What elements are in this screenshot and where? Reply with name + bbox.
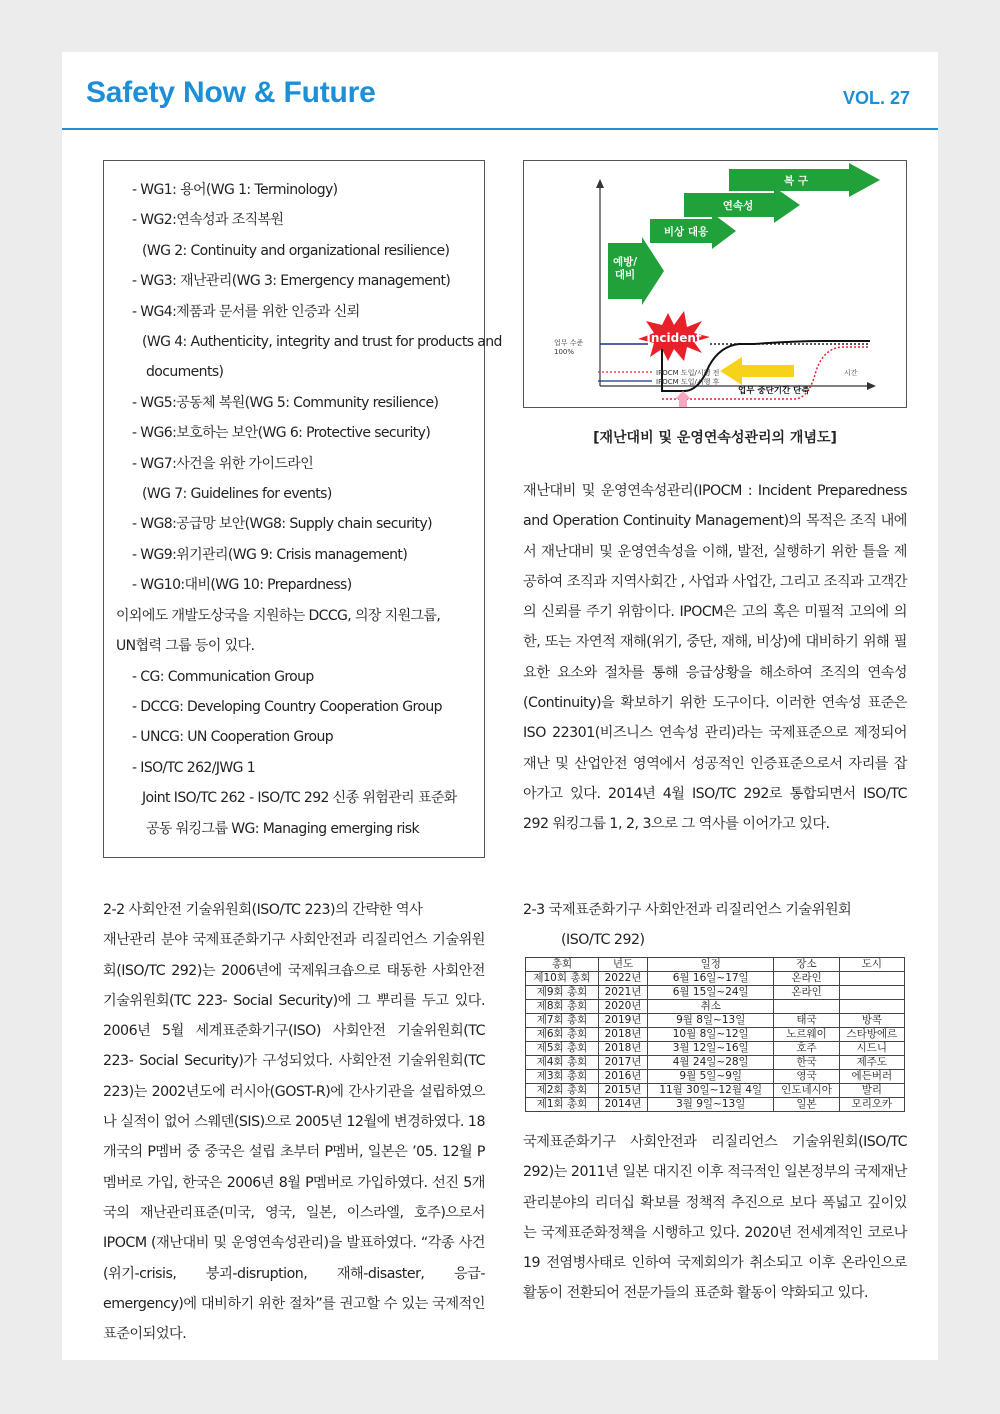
table-cell: 온라인 — [774, 986, 839, 1000]
diagram-caption: [재난대비 및 운영연속성관리의 개념도] — [593, 430, 837, 446]
table-row — [526, 1056, 905, 1070]
section-2-3-heading-sub: (ISO/TC 292) — [561, 932, 645, 949]
table-cell: 2018년 — [598, 1042, 647, 1056]
table-cell: 제6회 총회 — [526, 1028, 599, 1042]
continuity-label: 연속성 — [722, 200, 754, 212]
pink-marker-head — [675, 391, 691, 399]
box-line: - DCCG: Developing Country Cooperation Group — [132, 698, 442, 715]
table-cell: 제8회 총회 — [526, 1000, 599, 1014]
box-line: (WG 7: Guidelines for events) — [142, 486, 332, 503]
section-2-2-heading: 2-2 사회안전 기술위원회(ISO/TC 223)의 간략한 역사 — [103, 902, 423, 918]
table-cell: 9월 5일~9일 — [648, 1070, 774, 1084]
table-cell: 2019년 — [598, 1014, 647, 1028]
table-cell: 2020년 — [598, 1000, 647, 1014]
table-cell: 제10회 총회 — [526, 972, 599, 986]
table-cell: 영국 — [774, 1070, 839, 1084]
table-row — [526, 986, 905, 1000]
table-cell: 2018년 — [598, 1028, 647, 1042]
plenary-meeting-table — [525, 957, 905, 1112]
table-cell: 제1회 총회 — [526, 1098, 599, 1112]
table-cell: 2015년 — [598, 1084, 647, 1098]
table-cell: 스타방에르 — [839, 1028, 904, 1042]
box-line: - UNCG: UN Cooperation Group — [132, 729, 334, 746]
y-label-100: 100% — [554, 348, 575, 356]
box-line: - WG9:위기관리(WG 9: Crisis management) — [132, 546, 408, 563]
working-group-box — [103, 160, 502, 858]
right-paragraph-block — [523, 476, 907, 840]
table-cell — [839, 1000, 904, 1014]
emergency-response-label: 비상 대응 — [663, 226, 709, 238]
box-line: UN협력 그룹 등이 있다. — [116, 638, 255, 655]
table-cell: 시드니 — [839, 1042, 904, 1056]
page — [62, 52, 938, 1360]
box-line: - WG1: 용어(WG 1: Terminology) — [132, 182, 338, 198]
table-row — [526, 1042, 905, 1056]
table-cell: 2016년 — [598, 1070, 647, 1084]
table-cell: 한국 — [774, 1056, 839, 1070]
table-cell: 발리 — [839, 1084, 904, 1098]
column-header: 총회 — [526, 958, 599, 972]
table-row — [526, 972, 905, 986]
box-line: - WG4:제품과 문서를 위한 인증과 신뢰 — [132, 303, 360, 320]
section-2-3-heading: 2-3 국제표준화기구 사회안전과 리질리언스 기술위원회 — [523, 902, 852, 918]
table-cell — [774, 1000, 839, 1014]
ipocm-paragraph: 재난대비 및 운영연속성관리(IPOCM : Incident Preparedness and Operation Continuity Management)의 목적은 조직 내에서 재난대비 및 운영연속성을 이해, 발전, 실행하기 위한 틀을 제공하여 조직과 지역사회간 , 사업과 사업간, 그리고 조직과 고객간의 신뢰를 주기 위함이다. IPOCM은 고의 혹은 미필적 고의에 의한, 또는 자연적 재해(위기, 중단, 재해, 비상)에 대비하기 위해 필요한 요소와 절차를 통해 응급상황을 해소하여 조직의 연속성(Continuity)을 확보하기 위한 도구이다. 이러한 연속성 표준은 ISO 22301(비즈니스 연속성 관리)라는 국제표준으로 제정되어 재난 및 산업안전 영역에서 성공적인 인증표준으로서 자리를 잡아가고 있다. 2014년 4월 ISO/TC 292로 통합되면서 ISO/TC 292 워킹그룹 1, 2, 3으로 그 역사를 이어가고 있다. — [523, 483, 907, 833]
table-row — [526, 1098, 905, 1112]
table-cell: 제4회 총회 — [526, 1056, 599, 1070]
section-2-2-body: 재난관리 분야 국제표준화기구 사회안전과 리질리언스 기술위원회(ISO/TC 292)는 2006년에 국제워크숍으로 태동한 사회안전 기술위원회(TC 223- Social Security)에 그 뿌리를 두고 있다. 2006년 5월 세계표준화기구(ISO) 사회안전 기술위원회(TC 223- Social Security)가 구성되었다. 사회안전 기술위원회(TC 223)는 2002년도에 러시아(GOST-R)에 간사기관을 설립하였으나 실적이 없어 스웨덴(SIS)으로 2005년 12월에 변경하였다. 18개국의 P멤버 중 중국은 설립 초부터 P멤버, 일본은 ’05. 12월 P멤버로 가입, 한국은 2006년 8월 P멤버로 가입하였다. 선진 5개국의 재난관리표준(미국, 영국, 일본, 이스라엘, 호주)으로서 IPOCM (재난대비 및 운영연속성관리)을 발표하였다. “각종 사건(위기-crisis, 붕괴-disruption, 재해-disaster, 응급-emergency)에 대비하기 위한 절차”를 권고할 수 있는 국제적인 표준이되었다. — [103, 932, 485, 1343]
magazine-title: Safety Now & Future — [86, 76, 376, 109]
y-axis-arrowhead — [596, 179, 604, 188]
page-header — [62, 52, 938, 130]
table-cell: 2021년 — [598, 986, 647, 1000]
column-header: 년도 — [598, 958, 647, 972]
table-cell: 4월 24일~28일 — [648, 1056, 774, 1070]
column-header: 일정 — [648, 958, 774, 972]
box-line: - WG2:연속성과 조직복원 — [132, 212, 284, 229]
incident-label: Incident — [646, 331, 702, 345]
table-cell: 일본 — [774, 1098, 839, 1112]
table-row — [526, 1070, 905, 1084]
table-cell: 제7회 총회 — [526, 1014, 599, 1028]
x-label-time: 시간 — [844, 369, 858, 377]
box-line: documents) — [146, 364, 224, 381]
table-cell: 모리오카 — [839, 1098, 904, 1112]
section-2-2 — [103, 895, 485, 1349]
box-line: - WG8:공급망 보안(WG8: Supply chain security) — [132, 516, 432, 533]
section-2-3-body: 국제표준화기구 사회안전과 리질리언스 기술위원회(ISO/TC 292)는 2011년 일본 대지진 이후 적극적인 일본정부의 국제재난관리분야의 리더십 확보를 정책적 추진으로 보다 폭넓고 깊이있는 국제표준화정책을 시행하고 있다. 2020년 전세계적인 코로나 19 전염병사태로 인하여 국제회의가 취소되고 이후 온라인으로 활동이 전환되어 전문가들의 표준화 활동이 약화되고 있다. — [523, 1134, 907, 1302]
pink-marker-stem — [679, 399, 687, 407]
table-cell — [839, 972, 904, 986]
box-line: - WG5:공동체 복원(WG 5: Community resilience) — [132, 394, 439, 411]
box-line: - CG: Communication Group — [132, 668, 314, 685]
table-row — [526, 1028, 905, 1042]
table-cell: 방콕 — [839, 1014, 904, 1028]
section-2-3-heading-block — [523, 895, 907, 956]
prevention-label: 예방/ 대비 — [612, 256, 638, 281]
box-line: Joint ISO/TC 262 - ISO/TC 292 신종 위험관리 표준화 — [142, 790, 457, 807]
table-cell: 2022년 — [598, 972, 647, 986]
table-cell: 인도네시아 — [774, 1084, 839, 1098]
table-cell: 2014년 — [598, 1098, 647, 1112]
table-cell: 노르웨이 — [774, 1028, 839, 1042]
section-2-3-body-block — [523, 1127, 907, 1309]
recovery-label: 복 구 — [784, 175, 808, 187]
box-line: 이외에도 개발도상국을 지원하는 DCCG, 의장 지원그룹, — [116, 607, 441, 624]
table-cell: 제주도 — [839, 1056, 904, 1070]
gap-label: 업무 중단기간 단축 — [738, 386, 810, 396]
x-axis-arrowhead — [867, 382, 876, 390]
table-cell: 3월 12일~16일 — [648, 1042, 774, 1056]
table-cell: 호주 — [774, 1042, 839, 1056]
box-line: - ISO/TC 262/JWG 1 — [132, 759, 256, 776]
box-line: 공동 워킹그룹 WG: Managing emerging risk — [146, 820, 420, 837]
volume-number: VOL. 27 — [842, 88, 910, 108]
column-header: 장소 — [774, 958, 839, 972]
box-line: - WG10:대비(WG 10: Prepardness) — [132, 577, 352, 594]
table-cell: 온라인 — [774, 972, 839, 986]
table-cell: 태국 — [774, 1014, 839, 1028]
table-cell: 9월 8일~13일 — [648, 1014, 774, 1028]
table-cell: 제2회 총회 — [526, 1084, 599, 1098]
table-row — [526, 1014, 905, 1028]
box-line: (WG 4: Authenticity, integrity and trust for products and — [142, 334, 502, 351]
table-cell: 10월 8일~12일 — [648, 1028, 774, 1042]
table-cell: 11월 30일~12월 4일 — [648, 1084, 774, 1098]
concept-diagram-frame — [523, 160, 907, 408]
box-line: - WG6:보호하는 보안(WG 6: Protective security) — [132, 425, 431, 442]
legend-before-label: IPOCM 도입/시행 전 — [656, 369, 720, 377]
box-line: - WG3: 재난관리(WG 3: Emergency management) — [132, 273, 451, 290]
concept-diagram — [524, 161, 906, 407]
table-cell: 6월 15일~24일 — [648, 986, 774, 1000]
table-cell: 2017년 — [598, 1056, 647, 1070]
table-row — [526, 1000, 905, 1014]
table-cell — [839, 986, 904, 1000]
table-cell: 3월 9일~13일 — [648, 1098, 774, 1112]
column-header: 도시 — [839, 958, 904, 972]
box-line: (WG 2: Continuity and organizational resilience) — [142, 242, 450, 259]
table-cell: 취소 — [648, 1000, 774, 1014]
table-row — [526, 1084, 905, 1098]
reduction-arrow — [720, 357, 794, 385]
table-cell: 제5회 총회 — [526, 1042, 599, 1056]
legend-after-label: IPOCM 도입/시행 후 — [656, 378, 720, 386]
y-label-level: 업무 수준 — [554, 339, 584, 347]
table-cell: 제3회 총회 — [526, 1070, 599, 1084]
table-cell: 제9회 총회 — [526, 986, 599, 1000]
table-cell: 에든버러 — [839, 1070, 904, 1084]
box-line: - WG7:사건을 위한 가이드라인 — [132, 455, 314, 472]
table-cell: 6월 16일~17일 — [648, 972, 774, 986]
table-header-row — [526, 958, 905, 972]
